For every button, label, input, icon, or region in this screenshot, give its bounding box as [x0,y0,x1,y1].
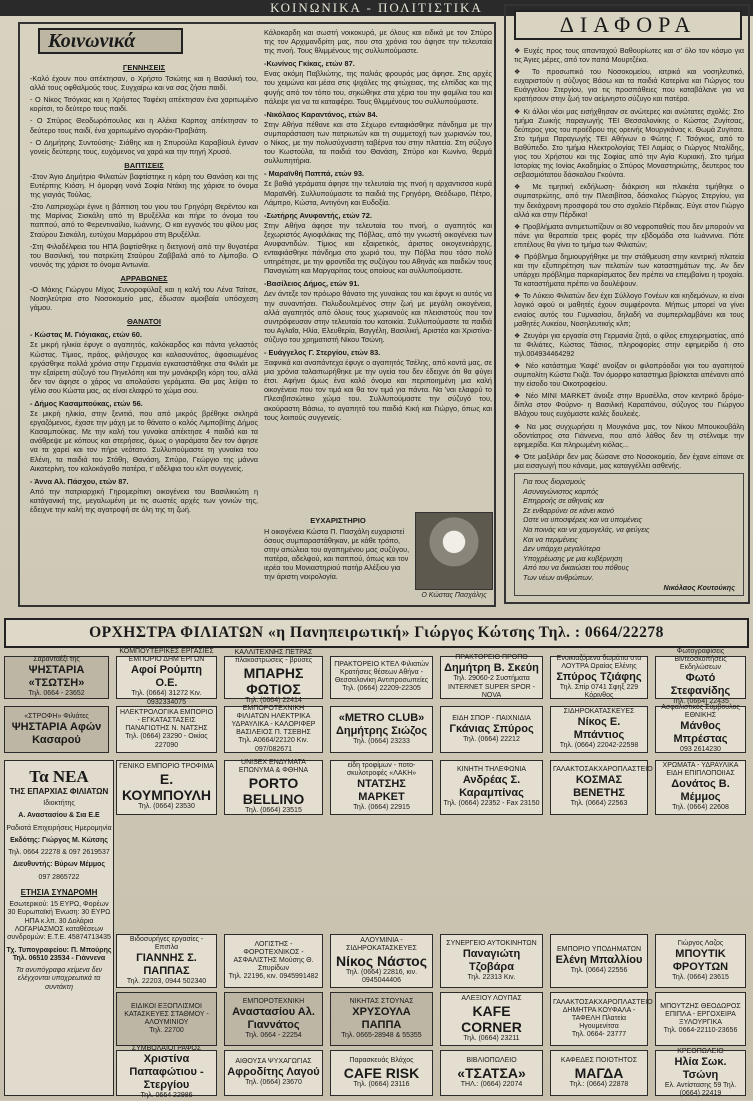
ad-phone: Τηλ. (0664) 22042-22598 [559,742,639,750]
notice-heading: -Νικόλαος Καραντάνος, ετών 84. [264,109,378,119]
ad-phone: Τηλ. (0664) 23670 [245,1079,302,1087]
notice-text: Στην Αθήνα άφησε την τελευταία του πνοή, ο αγαπητός και ξεχωριστός Αγιοφιλάκας της Πόβλας, από την γνωστή οικογένεια των Ανυφαντιδών. Τίμιος και εξαιρετικός, άριστος οικογενειάρχης, ενταφιάσθηκε πάνδημα στο χωριό του, την Πόβλα που τόσο πολύ υπηρέτησε, με την φροντίδα της συζύγου του Αθηνάς και παιδιών τους Παναγιώτη και Μαργαρίτας τους οποίους και συλλυπούμαστε. [264,220,492,276]
ad-name: ΜΠΑΡΗΣ ΦΩΤΙΟΣ [243,665,304,698]
masthead-box [4,760,114,1096]
orchestra-banner: ΟΡΧΗΣΤΡΑ ΦΙΛΙΑΤΩΝ «η Πανηπειρωτική» Γιώργος Κώτσης Τηλ. : 0664/22278 [4,618,749,648]
ad-name: ΚΟΣΜΑΣ ΒΕΝΕΤΗΣ [573,774,625,800]
ad-name: ΓΙΑΝΝΗΣ Σ. ΠΑΠΠΑΣ [136,951,197,977]
ad-text: ΒΙΒΛΙΟΠΩΛΕΙΟ [466,1056,517,1064]
ad-text: ΣΥΝΕΡΓΕΙΟ ΑΥΤΟΚΙΝΗΤΩΝ [446,939,537,947]
ad-name: ΧΡΥΣΟΥΛΑ ΠΑΠΠΑ [352,1005,411,1031]
ad-text: ΚΡΕΟΠΩΛΕΙΟ [677,1047,724,1055]
ad-name: Ανδρέας Σ. Καραμπίνας [459,774,524,800]
ad-phone: Τηλ. (0664) 22915 [353,804,410,812]
ad-name: Αναστασίου Αλ. Γιαννάτος [232,1005,315,1031]
ad-phone: Τηλ. 0664 - 23652 [28,690,85,698]
ad-name: Αφοί Ρούμπη Ο.Ε. [131,664,202,689]
ad-text: ΑΙΘΟΥΣΑ ΨΥΧΑΓΩΓΙΑΣ [235,1058,312,1066]
ad-name: Σπύρος Τζιάφης [556,670,642,683]
poem-box [514,473,744,596]
ad-phone: Τηλ. (0664) 22212 [463,735,520,743]
ad-phone: Τηλ. (0664) 23211 [463,1034,520,1042]
ad-name: «METRO CLUB» Δημήτρης Σιώζος [335,712,428,738]
ad-text: Γιώργος Λαζος [677,939,724,947]
ad-box [440,934,543,988]
ad-phone: 093 2614230 [680,746,721,754]
ad-phone: Τηλ. 0664 22986 [140,1092,193,1100]
ad-text: ΑΛΟΥΜΙΝΙΑ - ΣΙΔΗΡΟΚΑΤΑΣΚΕΥΕΣ [346,936,417,952]
ad-box [330,760,433,815]
ad-box [116,1045,217,1100]
ad-text: Ασφαλιστικός Σύμβουλος ΕΘΝΙΚΗΣ [661,704,740,720]
social-column-left [30,58,258,606]
ad-name: CAFE RISK [343,1064,420,1081]
poem-line: Από του να δικαιώσει του πόθους [523,563,629,573]
ad-name: KAFE CORNER [461,1002,522,1035]
section-heading: ΓΕΝΝΗΣΕΙΣ [122,63,166,72]
ad-name: Παναγιώτη Τζοβάρα [462,947,521,973]
ad-phone: Τηλ.: (0664) 22878 [569,1080,629,1088]
ad-text: ΕΙΔΙΚΟΙ ΕΞΟΠΛΙΣΜΟΙ ΚΑΤΑΣΚΕΥΕΣ ΣΤΑΘΜΟΥ - ΑΛΟΥΜΙΝΙΟΥ [124,1002,209,1026]
ad-box [655,760,746,815]
ad-text: ΚΟΜΠΟΥΤΕΡΙΚΕΣ ΕΡΓΑΣΙΕΣ ΕΜΠΟΡΙΟ ΔΗΜ ΕΡΓΩΝ [119,648,214,663]
ad-phone: Τηλ. (0664) 23233 [353,738,410,746]
notice-text: -Στη Φιλαδέλφεια του ΗΠΑ βαφτίσθηκε η διετγιονή από την θυγατέρα του Βασιλική, του πατριώτη Σταύρου Ζαββαλά από το Λίμποβο. Ο νουνός της χάρισε το όνομα Αντωνία. [30,241,258,269]
ad-phone: Τηλ. (0664) 23116 [353,1080,410,1088]
ad-name: Μάνθος Μπρέστας [673,720,728,746]
ad-text: ΕΜΠΟΡΟΤΕΧΝΙΚΗ ΦΙΛΙΑΤΩΝ ΗΛΕΚΤΡΙΚΑ ΥΔΡΑΥΛΙΚΑ - ΚΑΛΟΡΙΦΕΡ ΒΑΣΙΛΕΙΟΣ Π. ΤΣΕΒΗΣ [231,705,316,736]
ad-text: ΓΕΝΙΚΟ ΕΜΠΟΡΙΟ ΤΡΟΦΙΜΑ [119,763,214,771]
ad-phone: Τηλ. 0664 - 22254 [245,1031,302,1039]
section-header: ΚΟΙΝΩΝΙΚΑ - ΠΟΛΙΤΙΣΤΙΚΑ [0,0,753,16]
notice-text: - Ο Δημήτρης Συντούσης- Σιάθης και η Σπυρούλα Καραβίουλ έγιναν γονείς δεύτερης τους, ευχόμενος να χαρά και την πηγή Χρυσό. [30,137,258,156]
ad-text: ΕΜΠΟΡΟΤΕΧΝΙΚΗ [242,997,305,1005]
ad-text: ΓΑΛΑΚΤΟΣΑΚΧΑΡΟΠΛΑΣΤΕΙΟ ΔΗΜΗΤΡΑ ΚΟΥΦΑΛΑ - ΤΑΦΕΛΗ Πλατεία Ηγουμενίτσα [553,998,653,1030]
notice-heading: - Άννα Αλ. Πάσχου, ετών 87. [30,476,129,486]
ad-box [440,706,543,753]
ad-phone: Τηλ. 22203, 0944 502340 [126,977,207,985]
ad-box [440,760,543,815]
various-item: ❖ Το Λύκειο Φιλιατών δεν έχει Σύλλογο Γονέων και κηδεμόνων, κι είναι λογικό αφού οι μαθητές έχουν συμφέροντα. Μήπως μπορεί να γίνει ενιαίος αυτός του Γυμνασίου, δηλαδή να συμπεριλαμβάνει και τους μαθητές Λυκείου, Νοσηλευτικής κλπ; [514,291,744,328]
ad-phone: Τηλ. (0664) 22563 [570,800,628,808]
ad-phone: Τηλ. 22313 Κιν. [467,973,516,981]
ad-name: PORTO BELLINO [242,775,305,808]
ad-name: ΨΗΣΤΑΡΙΑ Αφών Κασαρού [11,720,102,746]
notice-text: - Ο Νίκος Τσόγκας και η Χρήστος Ταφέκη απέκτησαν ένα χαριτωμένο κορίτσι, το δεύτερο τους παιδί. [30,95,258,114]
various-item: ❖ Με τιμητική εκδήλωση- διάκριση και πλακέτα τιμήθηκε ο συμπατριώτης, από την Πλεσιβίτσα, δάσκαλος Γιώργος Στεργίου, για την δεκάχρονη προσφορά του στο σχολείο Πέρδικας. Εύγε στον Γιώργο αλλά και στην Πέρδικα! [514,182,744,219]
ad-phone: Τηλ. 22196, κιν. 0945991482 [228,972,319,980]
various-item: ❖ Ότε μαξιλάρι δεν μας δώσανε στο Νοσοκομείο, δεν έχανε είπανε σε μια εισαγωγή που κάναμε, μας καταγγέλλει ασθενής. [514,451,744,470]
ad-box [224,649,323,705]
ad-box [224,760,323,815]
ad-box [655,934,746,988]
ad-box [116,992,217,1046]
ad-name: Χριστίνα Παπαφώτιου - Στεργίου [129,1053,204,1092]
publisher-phone: Τηλ. 0664 22278 & 097 2619537 [8,849,110,857]
notice-text: Κάλοκαρδη και σωστή νοικοκυρά, με όλους και ειδικά με τον Σπύρο της τον Αρχιμανδρίτη μας, που στα χρόνια του άφησε την τελευταία της πνοή. Τους θλιμμένους της συλλυπούμαστε. [264,28,492,56]
notice-heading: -Κωνίνος Γκίκας, ετών 87. [264,59,355,69]
ad-box [655,706,746,753]
ad-text: ΣΙΔΗΡΟΚΑΤΑΣΚΕΥΕΣ [563,708,635,716]
ad-box [4,656,109,699]
poem-line: Νικόλαος Κουτούκης [663,582,735,592]
notice-text: -Ο Μάκης Γιώργου Μίχος Συνοροφύλαξ και η καλή του Λένα Τσίτσε, Νοσηλεύτρια στο Νοσοκομείο μας, έδωσαν αμοιβαία υπόσχεση γάμου. [30,284,258,313]
poem-line: Επηρροής σε αθηναίς και [523,496,604,506]
ad-text: ΠΡΑΚΤΟΡΕΙΟ ΚΤΕΛ Φιλιατών Κρατήσεις θέσεων Αθήνα - Θεσσαλονίκη Αντιπροσωπείες [334,661,429,685]
poem-line: Σε ενθαρρύνει σε κάνει ικανό [523,505,614,515]
ad-phone: Τηλ. (0664) 23530 [138,803,195,811]
ad-text: ΕΜΠΟΡΙΟ ΥΠΟΔΗΜΑΤΩΝ [556,946,642,954]
ad-text: «ΣΤΡΟΦΗ» Φιλιάτες [24,712,89,720]
notice-text: Σε βαθιά γεράματα άφησε την τελευταία της πνοή η αρχαντισσα κυρά Μαραϊνθή. Συλλυπούμαστε τα παιδιά της Γρηγόρη, Θεόδωρο, Πέτρο, Λάμπρο, Κώστα, Αντιγόνη και Ευδοξία. [264,179,492,207]
section-heading: ΒΑΠΤΙΣΕΙΣ [124,160,164,170]
ad-text: ΝΙΚΗΤΑΣ ΣΤΟΥΝΑΣ [349,997,414,1005]
owner-label: Ιδιοκτήτης [43,800,75,807]
ad-box [655,1047,746,1097]
ad-box [550,992,653,1046]
ad-phone: Τηλ. (0664) 22352 - Fax 23150 [443,800,540,808]
ad-name: «ΤΣΑΤΣΑ» [457,1064,526,1081]
ad-box [440,656,543,699]
masthead-title: Τα ΝΕΑ [29,767,89,786]
various-section [504,4,750,604]
publisher: Εκδότης: Γιώργος Μ. Κώτσης [10,836,108,844]
ad-name: Γκάνιας Σπύρος [449,722,534,735]
various-column [514,46,744,602]
various-item: ❖ Ζευγάρι για εργασία στη Γερμανία ζητά, ο φίλος επιχειρηματίας, από τα Φιλιάτες, Κώστας Τάσιος, πληροφορίες στην εφημερίδα ή στο τηλ.004934464292 [514,330,744,358]
section-heading: ΑΡΡΑΒΩΝΕΣ [120,273,168,283]
ad-box [550,760,653,815]
ad-text: ΣΥΜΒΟΛΑΙΟΓΡΑΦΟΣ [131,1045,202,1053]
ad-name: Δονάτος Β. Μέμμος [671,778,730,804]
ad-name: Ε. ΚΟΥΜΠΟΥΛΗ [121,771,212,804]
various-title: ΔΙΑΦΟΡΑ [514,10,742,40]
ad-box [330,934,433,988]
ad-box [655,992,746,1046]
ad-phone: Τηλ. (0664) 22608 [672,804,729,812]
ad-box [116,648,217,706]
poem-line: Των νέων ανθρώπων. [523,572,594,582]
ad-phone: Τηλ. (0664) 22435 [672,698,729,706]
ad-text: ΜΠΟΥΤΖΗΣ ΘΕΟΔΩΡΟΣ ΕΠΙΠΛΑ - ΕΡΓΟΧΕΙΡΑ ΞΥΛΟΥΡΓΙΚΑ [660,1002,741,1026]
various-item: ❖ Προβλήματα αντιμετωπίζουν οι 80 νεφροπαθείς που δεν μπορούν να πάνε για θεραπεία τρεις φορές την εβδομάδα στα Ιωάννινα. Πότε επιτέλους θα γίνει το τμήμα των Φιλιατών; [514,221,744,249]
ad-text: ΚΑΦΕΔΕΣ ΠΟΙΟΤΗΤΟΣ [560,1056,638,1064]
ad-phone: Τηλ. (0664) 31272 Κιν. 0932334075 [131,690,202,706]
ad-name: ΜΑΓΔΑ [574,1064,624,1081]
notice-heading: - Δήμος Κασαμπούκας, ετών 56. [30,399,143,408]
ad-box [550,934,648,988]
owner-note: Ραδιοτά Επιχειρήσεις Ημερομηνία [6,824,112,832]
notice-text: Σε μικρή ηλικία έφυγε ο αγαπητός, καλόκαρδος και πάντα γελαστός Κώστας. Τίμιος, πράος, φιλήσυχος και καλοσυνάτος, άφοσιωμένος εργάσθηκε πολλά χρόνια στην Γερμανία εγκαταστάθηκε στα Φιλιάτ με την εξαίρετη σύζυγό του Πηνελόπη και την μονάκριβη κόρη του, αλλά δεν τον άφησε ο χάρος να απολαύσει γεράματα. Θα μας λείψει το γέλιο σου Κώστα μας, ας είναι ελαφρύ το χώμα σου. [30,340,258,395]
printing-info: Τχ. Τυπογραφείου: Π. Μπούρης Τηλ. 06510 23534 - Γιάννενα [6,946,112,962]
notice-text: -Στον Άγιο Δημήτριο Φιλιατών βαφτίστηκε η κόρη του Θανάση και της Ευτέρπης Κιόση. Η όμορφη νονά Σοφία Ντάκη της χάρισε το όνομα της γιαγιάς Τούλας. [30,171,258,200]
notice-text: Ξαφνικά και αναπάντεχα έφυγε ο αγαπητός Τσέλης, από κοντά μας, σε μια χρόνια ταλαιπωρήθηκε με την υγεία του δεν έδειχνε ότι θα φύγει έτσι. Αφήνει όμως ένα καλό όνομα και περιποιημένη μια καλή οικογένεια που τον τιμά και θα τον τιμά για πάντα. Να 'ναι ελαφρύ το Πλεσιβιτσιώτικο χώμα του. Συλλυπούμαστε την σύζυγό του, ακούραστη Βάσιω, το αγαπητό του παιδιά Κική και Γιώργο, όπως και τους λοιπούς συγγενείς. [264,358,492,422]
notice-text: - Ο Σπύρος Θεοδωρόπουλος και η Αλέκα Καρποχ απέκτησαν το δεύτερο τους παιδί, ένα χαριτωμένο αγοράκι-Πραβιάτη. [30,116,258,135]
ad-name: Νίκος Νάστος [335,952,428,969]
poem-line: Ωστε να υποσφέρεις και να υπομένεις [523,515,643,525]
ad-phone: Τηλ. (0664) 22556 [570,967,628,975]
owner: Α. Αναστασίου & Σια Ε.Ε [18,812,100,820]
notice-heading: - Μαραϊνθή Παππά, ετών 93. [264,169,364,179]
ad-text: ΗΛΕΚΤΡΟΛΟΓΙΚΑ ΕΜΠΟΡΙΟ - ΕΓΚΑΤΑΣΤΑΣΕΙΣ ΠΑΝΑΓΙΩΤΗΣ Ν. ΝΑΤΣΗΣ [119,709,214,732]
ad-text: Σαρανταέξι της [33,656,80,664]
ad-text: UNISEX ΕΝΔΥΜΑΤΑ ΕΠΩΝΥΜΑ & ΦΘΗΝΑ [238,759,309,775]
ad-text: ΓΑΛΑΚΤΟΣΑΚΧΑΡΟΠΛΑΣΤΕΙΟ [553,766,653,774]
poem-line: Δεν υπάρχει μεγαλύτερα [523,544,601,554]
notice-text: Από την πατριαρχική Γηρομερίτικη οικογένεια του Βασιλικιώτη η κατάγονική της, μεγαλωμένη με τις σωστές αρχές των γονιών της, έδειχνε την καλή της αγατροφή σε όλη της τη ζωή. [30,486,258,515]
ad-phone: ΤΗΛ.: (0664) 22074 [460,1080,523,1088]
photo-caption: Ο Κώστας Πασχάλης [421,592,487,599]
ad-name: ΝΤΑΤΣΗΣ ΜΑΡΚΕΤ [357,778,406,804]
ad-phone: Τηλ. (0664) 23515 [245,807,302,815]
ad-phone: Τηλ. (0664) 22209-22305 [342,685,421,693]
thanks-title: ΕΥΧΑΡΙΣΤΗΡΙΟ [310,516,366,525]
ad-name: Νίκος Ε. Μπάντιος [573,716,625,742]
ad-box [550,1050,648,1096]
poem-line: Και να περιμένεις [523,534,578,544]
notice-heading: - Κώστας Μ. Γιόγιακας, ετών 60. [30,330,142,340]
thanks-notice [264,516,412,581]
ad-box [4,706,109,753]
notice-heading: -Σωτήρης Ανυφαντής, ετών 72. [264,210,372,220]
masthead-subtitle: ΤΗΣ ΕΠΑΡΧΙΑΣ ΦΙΛΙΑΤΩΝ [9,787,109,796]
ad-phone: Τηλ. Σπίρ 0741 Σφηξ 229 Κόρινθος [559,683,639,699]
subscription-info: Εσωτερικού: 15 ΕΥΡΩ, Φορέων 30 Ευρωπαϊκή Ένωση: 30 ΕΥΡΩ ΗΠΑ κ.λπ. 30 Δολάρια ΛΟΓΑΡΙΑΣΜΟΣ καταθέσεων συνδρομών: Ε.Τ.Ε. 45874713435 [7,901,111,942]
disclaimer: Τα ανυπόγραφα κείμενα δεν ελέγχονται υποχρεωτικά τα συντάκτη [15,967,103,991]
ad-text: ΛΟΓΙΣΤΗΣ - ΦΟΡΟΤΕΧΝΙΚΟΣ - ΑΣΦΑΛΙΣΤΗΣ Μούσης Θ. Σπυρίδων [233,940,314,972]
ad-box [116,706,217,753]
subscription-title: ΕΤΗΣΙΑ ΣΥΝΔΡΟΜΗ [20,888,98,898]
ad-phone: Ελ. Αντίστασης 59 Τηλ. (0664) 22419 [664,1081,737,1097]
director-phone: 097 2865722 [38,873,80,881]
ad-name: Ελένη Μπαλλίου [555,954,643,967]
ad-text: ΑΛΕΞΙΟΥ ΛΟΥΠΑΣ [461,994,522,1002]
ad-box [550,706,648,753]
ad-box [550,656,648,699]
ad-box [224,706,323,753]
poem-line: Υποχρέωσης με μια κυβέρνηση [523,553,623,563]
ad-phone: Τηλ. 0665-28948 & 55355 [341,1031,422,1039]
ad-text: ΠΡΑΚΤΟΡΕΙΟ ΠΡΟΠΟ [455,654,528,662]
ad-phone: Τηλ. (0664) 23290 - Οικίας 227090 [125,733,208,749]
various-item: ❖ Ευχές προς τους απανταχού Βαθουρίωτες και σ' όλο τον κόσμο για τις Άγιες μέρες, από τον παπά Μουρτζέκα. [514,46,744,65]
notice-text: Στην Αθήνα πέθανε και στο Σέχωρο ενταφιάσθηκε πάνδημα με την συμπαράσταση των πατριωτών και τη συμμετοχή των χωριανών του, ο Νίκος, με την πολυσύχναστη ταβέρνα του στην πλατεία. Στη σύζυγο του Κωστούλα, τα παιδιά του Θανάση, Σπύρο και Κωνίνο, θερμά συλλυπητήρια. [264,119,492,166]
notice-text: -Καλό έχουν που απέκτησαν, ο Χρήστο Τσιώτης και η Βασιλική του, αλλά τους οφθαλμούς τους. Συγχαίρω και να σας ζήσει παιδί. [30,74,258,93]
ad-name: Ηλία Σωκ. Τσώνη [674,1055,727,1081]
ad-phone: Τηλ. (0664) 23615 [672,973,729,981]
director: Διευθυντής: Βύρων Μέμμος [12,861,106,869]
ad-text: ΚΙΝΗΤΗ ΤΗΛΕΦΩΝΙΑ [456,766,527,774]
section-heading: ΘΑΝΑΤΟΙ [126,317,162,327]
ad-text: Βιδοσυρήγες εργασίες - Επιπλα [129,935,204,951]
ad-phone: Τηλ. 29060-2 Συστήματα INTERNET SUPER SPOR - NOVA [448,675,535,700]
ad-text: είδη τροφίμων - ποτο-σκυλοτροφές «ΛΑΚΗ» [346,762,417,778]
ad-box [330,706,433,753]
social-section [18,22,496,607]
poem-line: Για τους διορισμούς [523,477,586,487]
poem-line: Να ποινάς και να χαμογελάς, να φεύγεις [523,525,650,534]
ad-box [116,760,217,815]
ad-box [330,1050,433,1096]
ad-box [224,1050,323,1096]
ad-box [224,992,323,1046]
notice-text: Δεν άντεξε τον πρόωρο θάνατο της γυναίκας του και έφυγε κι αυτός να την συναντήσει. Πολυδουλεμένος στην ζωή με μεγάλη οικογένεια, αλλά αγαπητός από όλους τους χωριανούς και πλεισιστούς που τον συντρόφευσαν στην τελευταία του κατοικία. Συλλυπούμαστε τα παιδιά του Αγλαΐα, Ηλία, Ελευθερία, Βαγγέλη, Βασιλική, Αριστέα και Χριστίνα- σύζυγο του χρηματιστή Νίκου Τσώνη. [264,289,492,344]
thanks-text: Η οικογένεια Κώστα Π. Πασχάλη ευχαριστεί όσους συμπαραστάθηκαν, με κάθε τρόπο, στην απώλεια του αγαπημένου μας συζύγου, πατέρα, αδελφού, και παππού, όπως και τον ιερέα του Μονιαστηριού πατήρ Αλέξιου για την άριστη νεκρολογία. [264,527,410,581]
ad-name: Δημήτρη Β. Σκεύη [444,662,539,675]
ad-text: ΚΑΛΛΙΤΕΧΝΗΣ ΠΕΤΡΑΣ πλακοστρώσεις - βρύσες [234,649,313,665]
ad-box [116,934,217,988]
ad-phone: Τηλ. Α0664/22120 Κιν. 097/082671 [238,737,309,753]
ad-phone: Τηλ. (0664) 22816, κιν. 0945044406 [345,968,418,984]
notice-text: Ενας ακόμη Παβλιώτης, της παλιάς φρουράς μας άφησε. Στις αρχές του χειμώνα και μέσα στις ψιχάλες της φτώχειας, της ελπίδας και της φυγής από τον τόπο του, σηκώθηκε στα χέρια του την φαμίλια του και πάλεψε για να τα καταφέρει. Τους θλιμμένους του συλλυπούμαστε. [264,69,492,106]
ad-phone: Τηλ. (0664) 22414 [245,697,302,705]
ad-box [330,992,433,1046]
various-item: ❖ Να μας συγχωρήσει η Μουγκάνα μας, τον Νίκου Μπουκουβάλη οδοντίατρος στα Γιάννενα, που από λάθος δεν τη στέλναμε την εφημερίδα. Και πληρωμένη κιόλας... [514,421,744,449]
ad-name: Φωτό Στεφανίδης [670,672,731,698]
ad-box [440,992,543,1046]
ad-phone: Τηλ. 0664- 23777 [571,1030,627,1038]
ad-box [330,656,433,699]
ad-box [655,648,746,706]
ad-phone: Τηλ. 22700 [149,1026,184,1034]
poem-line: Ασυναγώνιστος καρπός [523,486,599,496]
ad-text: Παρασκευάς Βλάχος [349,1056,414,1064]
various-item: ❖ Το προσωπικό του Νοσοκομείου, ιατρικό και νοσηλευτικό, ευχαριστούν η σύζυγος Βάσω και τα παιδιά Κατερίνα και Γιώργος του Ευάγγελου Στεργίου, για τις προσπάθειες που καταβάλανε για να κρατήσουν στην ζωή τον αείμνηστο σύζυγο και πατέρα. [514,67,744,104]
ad-text: Φωτογραφίσεις Βιντεοσκοπήσεις Εκδηλώσεων [674,648,727,672]
portrait-photo [415,512,493,590]
ad-text: ΕΙΔΗ ΣΠΟΡ - ΠΑΙΧΝΙΔΙΑ [452,714,531,722]
notice-heading: - Ευάγγελος Γ. Στεργίου, ετών 83. [264,348,381,357]
ad-name: Αφροδίτης Λαγού [227,1066,320,1079]
ad-box [440,1050,543,1096]
various-item: ❖ Κι άλλοι νέοι μας εισήχθησαν σε ανώτερες και ανώτατες σχολές: Στο τμήμα Ζωικής παραγωγής ΤΕΙ Θεσσαλονίκης ο Κώστας Ζυγίτσας, δεύτερος γιος του προέδρου της ορεινής Μουργκάνας κ. Θωμά Ζυγίτσα. Στο τμήμα Παραγωγής ΤΕΙ Αθήνων ο Φώτης Γ. Τσόγκος, από το Βαθύπεδο. Στο τμήμα Ηλεκτρολογίας ΤΕΙ Λαμίας ο Γιώργος Νταλίδης, γιος του Χρήστου και της Σοφίας από την Αγία Κυριακή. Στο τμήμα Ιστορίας της Ιονίας Ακαδημίας ο Σπύρος Μοναστηριώτης, δευτερος του σεβασμιότατου δάσκαλου Γκούντα. [514,106,744,180]
various-item: ❖ Νέο MINI MARKET άνοιξε στην Βρυσέλλα, στον κεντρικό δρόμο- δίπλα στον Φούρνο- η Βασιλική Καραπάνου, σύζυγος του Γιώργου Βλάχου τους ευχόμαστε καλές δουλειές. [514,391,744,419]
social-title: Κοινωνικά [38,28,183,54]
notice-text: -Στο Λαπριοχώρι έγινε η βάπτιση του γιου του Γρηγόρη Θερέντου και της Μαρίνας Σισκάλη από τη Βρυξέλλα και πήρε το όνομα του παππού, από το Φερεντιναίλιο, Ιωάννης. Ο και εγγονός του φίλου μας Σταύρου Σισκάλη, ευτύχου Μαρμάρου στη Βρυξέλλα. [30,202,258,239]
various-item: ❖ Νέο κατάστημα 'Καφέ' ανοίξαν οι φιλοπρόοδοι γιοι του αγαπητού συμπολίτη Κώστα Γκιζά. Τον όμορφο καταστημα βρίσκεται απέναντι από την είσοδο του Οικοτροφείου. [514,361,744,389]
ad-text: Ενοικιαζόμενα δωμάτια στα ΛΟΥΤΡΑ Ωραίας Ελένης [556,654,642,670]
ad-phone: Τηλ. 0664-22110-23656 [663,1026,738,1034]
various-item: ❖ Πρόβλημα δημιουργήθηκε με την στάθμευση στην κεντρική πλατεία και την εξυπηρέτηση των πελατών των καταστημάτων της. Αν δεν υπάρχει πρόβλημα παρκαρίσματος δεν πρέπει να επεμβαίνει η τροχαία. Τα καταστήματα πρέπει να δουλέψουν. [514,251,744,289]
ad-text: ΧΡΩΜΑΤΑ - ΥΔΡΑΥΛΙΚΑ ΕΙΔΗ ΕΠΙΠΛΟΠΟΙΙΑΣ [662,762,739,778]
ad-name: ΨΗΣΤΑΡΙΑ «ΤΣΩΤΣΗ» [28,664,85,690]
ad-name: ΜΠΟΥΤΙΚ ΦΡΟΥΤΩΝ [672,947,729,973]
ad-box [224,934,323,988]
notice-text: Σε μικρή ηλικία, στην ξενιτιά, που από μικρός βρέθηκε σκληρά εργαζόμενος, έχασε την μάχη με το θάνατο ο καλός Λιμποβίτης Δήμος Κασαμπούκας. Με την καλή του γυναίκα απέκτησε 4 παιδιά και τα ανάθρεψε με κόπους και στερήσεις, όμως ο γιαράματα δεν τον άφησε να τα χαρεί και τον πήρε νεότατο. Συλλυπούμαστε τη γυναίκα του Ελένη, τα παιδιά του Στάθη, Θανάση, Σπύρο, Γεώργιο της μάννα Αικατερίνη, τον καλοκάγαθο πατέρα, τ' αδέλφια του κλπ συγγενείς. [30,409,258,473]
notice-heading: -Βασίλειος Δήμος, ετών 91. [264,279,360,289]
